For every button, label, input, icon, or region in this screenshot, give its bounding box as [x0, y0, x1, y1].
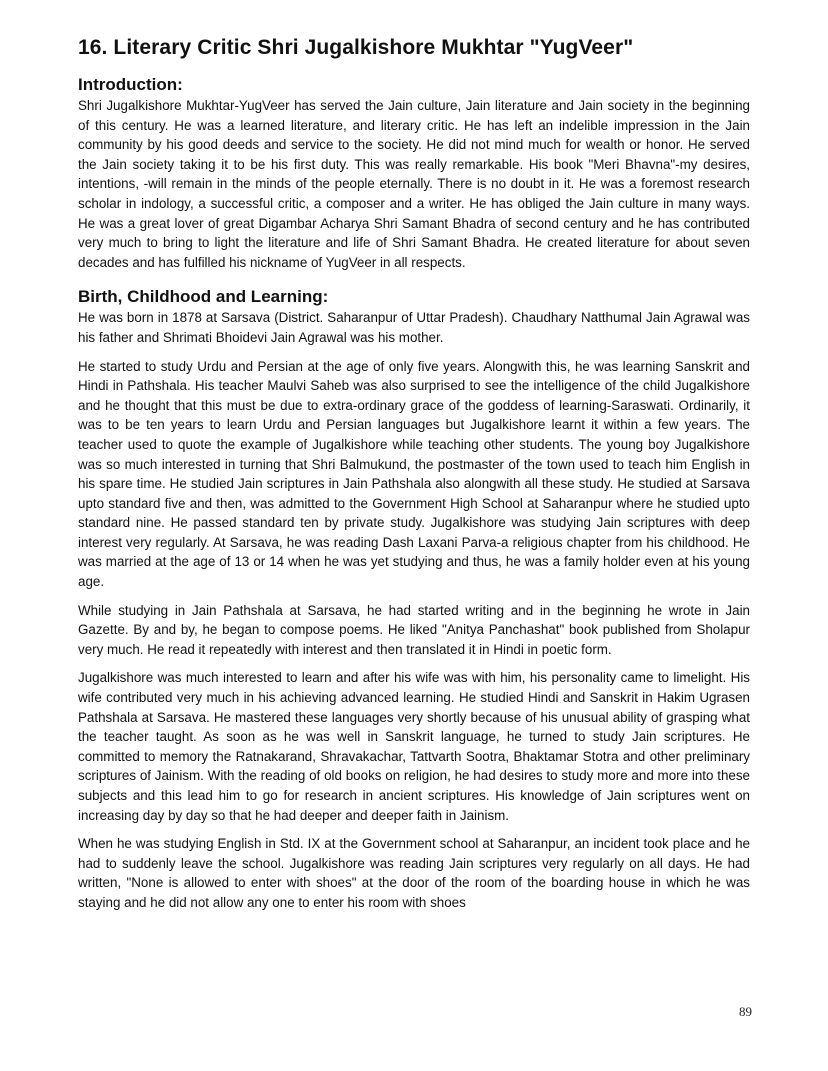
page-number: 89 [739, 1004, 752, 1019]
section-heading-introduction: Introduction: [78, 75, 183, 94]
paragraph: He was born in 1878 at Sarsava (District. Saharanpur of Uttar Pradesh). Chaudhary Natthumal Jain Agrawal was his father and Shrimati Bhoidevi Jain Agrawal was his mother. [78, 310, 750, 345]
page-title: 16. Literary Critic Shri Jugalkishore Mukhtar "YugVeer" [78, 36, 634, 59]
section-heading-birth-childhood: Birth, Childhood and Learning: [78, 287, 329, 307]
paragraph: Jugalkishore was much interested to learn and after his wife was with him, his personality came to limelight. His wife contributed very much in his achieving advanced learning. He studied Hindi and Sanskrit in Hakim Ugrasen Pathshala at Sarsava. He mastered these languages very shortly because of his unusual ability of grasping what the teacher taught. As soon as he was well in Sanskrit language, he turned to study Jain scriptures. He committed to memory the Ratnakarand, Shravakachar, Tattvarth Sootra, Bhaktamar Stotra and other preliminary scriptures of Jainism. With the reading of old books on religion, he had desires to study more and more into these subjects and this lead him to go for research in ancient scriptures. His knowledge of Jain scriptures went on increasing day by day so that he had deeper and deeper faith in Jainism. [78, 670, 750, 823]
paragraph: Shri Jugalkishore Mukhtar-YugVeer has served the Jain culture, Jain literature and Jain society in the beginning of this century. He was a learned literature, and literary critic. He has left an indelible impression in the Jain community by his good deeds and service to the society. He did not mind much for wealth or honor. He served the Jain society taking it to be his first duty. This was really remarkable. His book "Meri Bhavna"-my desires, intentions, -will remain in the minds of the people eternally. There is no doubt in it. He was a foremost research scholar in indology, a successful critic, a composer and a writer. He has obliged the Jain culture in many ways. He was a great lover of great Digambar Acharya Shri Samant Bhadra of second century and he has contributed very much to bring to light the literature and life of Shri Samant Bhadra. He created literature for about seven decades and has fulfilled his nickname of YugVeer in all respects. [78, 98, 750, 270]
document-page [78, 34, 750, 922]
paragraph: When he was studying English in Std. IX at the Government school at Saharanpur, an incident took place and he had to suddenly leave the school. Jugalkishore was reading Jain scriptures very regularly on all days. He had written, "None is allowed to enter with shoes" at the door of the room of the boarding house in which he was staying and he did not allow any one to enter his room with shoes [78, 836, 750, 910]
paragraph: While studying in Jain Pathshala at Sarsava, he had started writing and in the beginning he wrote in Jain Gazette. By and by, he began to compose poems. He liked "Anitya Panchashat" book published from Sholapur very much. He read it repeatedly with interest and then translated it in Hindi in poetic form. [78, 602, 750, 657]
paragraph: He started to study Urdu and Persian at the age of only five years. Alongwith this, he was learning Sanskrit and Hindi in Pathshala. His teacher Maulvi Saheb was also surprised to see the intelligence of the child Jugalkishore and he thought that this must be due to extra-ordinary grace of the goddess of learning-Saraswati. Ordinarily, it was to be ten years to learn Urdu and Persian languages but Jugalkishore learnt it within a few years. The teacher used to quote the example of Jugalkishore while teaching other students. The young boy Jugalkishore was so much interested in turning that Shri Balmukund, the postmaster of the town used to teach him English in his spare time. He studied Jain scriptures in Jain Pathshala also alongwith all these study. He studied at Sarsava upto standard five and then, was admitted to the Government High School at Saharanpur where he studied upto standard nine. He passed standard ten by private study. Jugalkishore was studying Jain scriptures with deep interest very regularly. At Sarsava, he was reading Dash Laxani Parva-a religious chapter from his childhood. He was married at the age of 13 or 14 when he was yet studying and thus, he was a family holder even at his young age. [78, 358, 750, 590]
